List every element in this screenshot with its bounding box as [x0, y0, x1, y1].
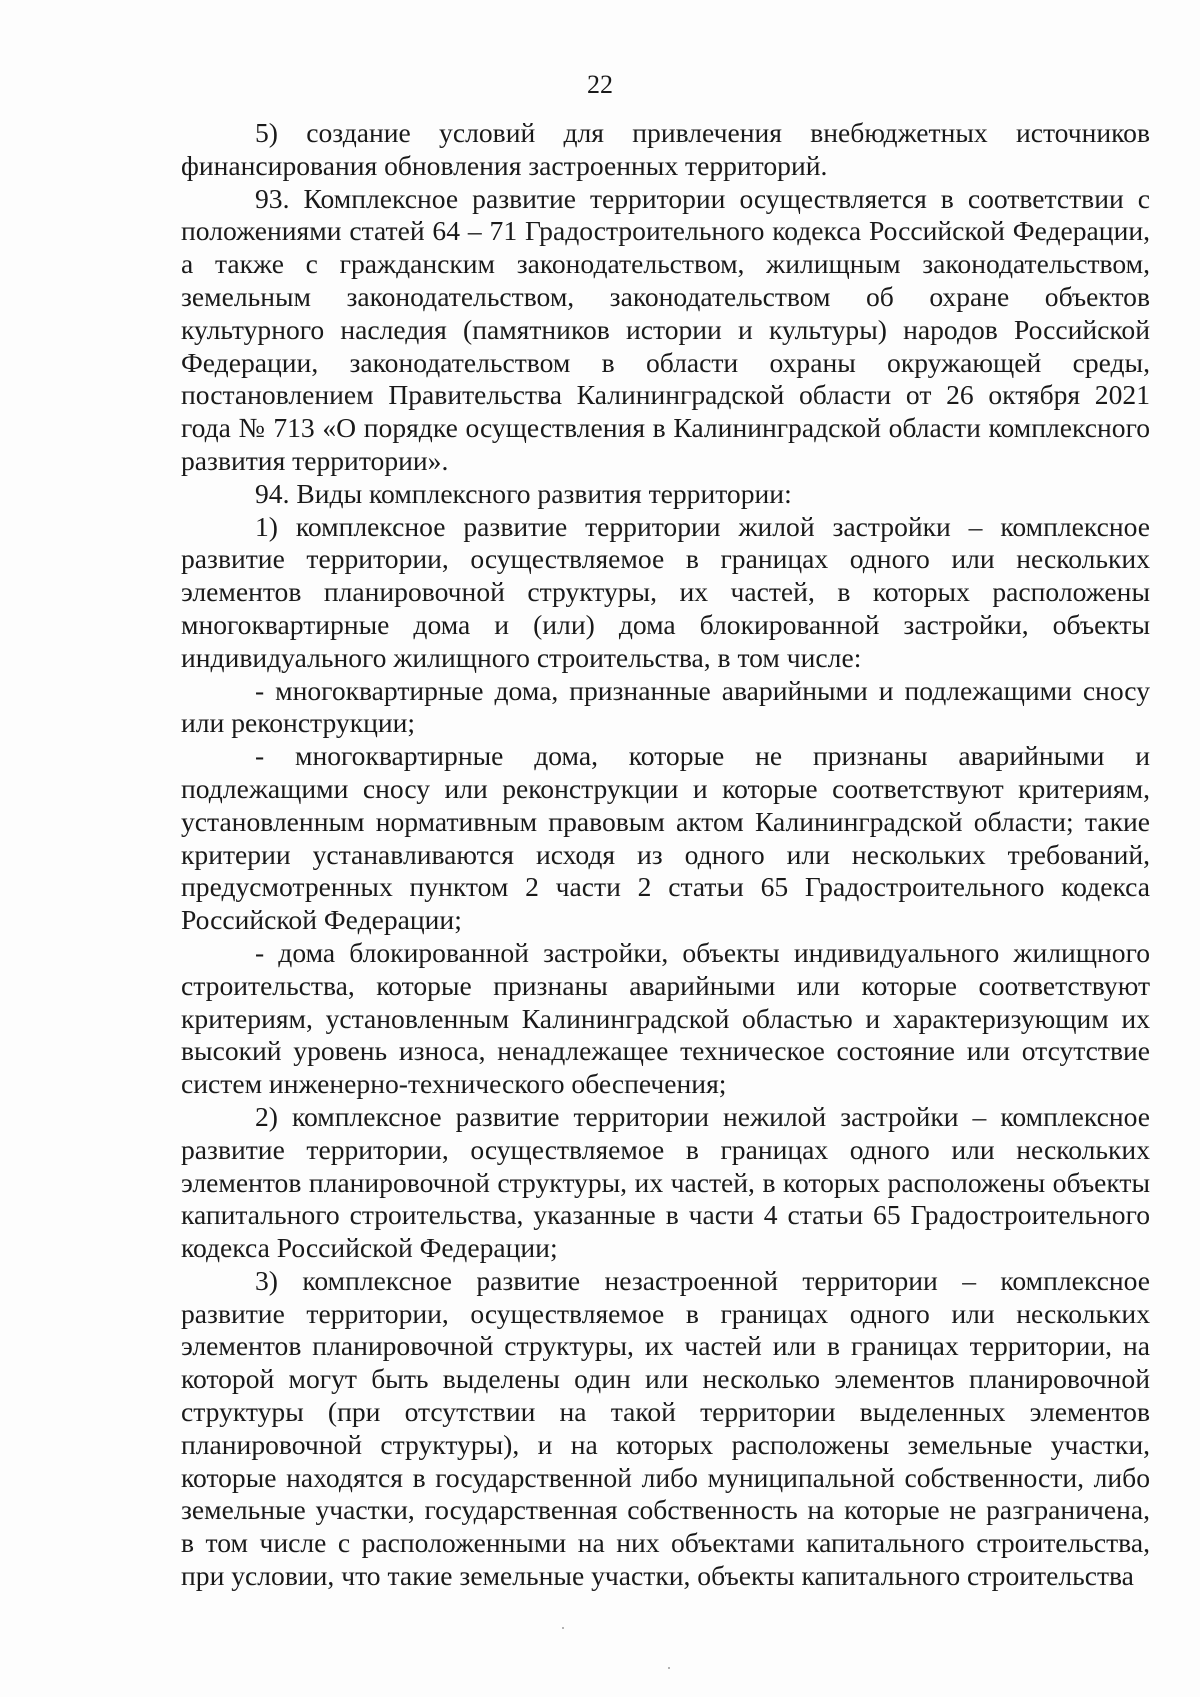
- paragraph-item-3: 3) комплексное развитие незастроенной территории – комплексное развитие территории, осуществляемое в границах одного или нескольких элементов планировочной структуры, их частей или в границах территории, на которой могут быть выделены один или несколько элементов планировочной структуры (при отсутствии на такой территории выделенных элементов планировочной структуры), и на которых расположены земельные участки, которые находятся в государственной либо муниципальной собственности, либо земельные участки, государственная собственность на которые не разграничена, в том числе с расположенными на них объектами капитального строительства, при условии, что такие земельные участки, объекты капитального строительства: [181, 1264, 1150, 1592]
- paragraph-93: 93. Комплексное развитие территории осуществляется в соответствии с положениями статей 64 – 71 Градостроительного кодекса Российской Федерации, а также с гражданским законодательством, жилищным законодательством, земельным законодательством, законодательством об охране объектов культурного наследия (памятников истории и культуры) народов Российской Федерации, законодательством в области охраны окружающей среды, постановлением Правительства Калининградской области от 26 октября 2021 года № 713 «О порядке осуществления в Калининградской области комплексного развития территории».: [181, 182, 1150, 476]
- paragraph-item-2: 2) комплексное развитие территории нежилой застройки – комплексное развитие территории, осуществляемое в границах одного или нескольких элементов планировочной структуры, их частей, в которых расположены объекты капитального строительства, указанные в части 4 статьи 65 Градостроительного кодекса Российской Федерации;: [181, 1100, 1150, 1264]
- list-item-emergency-apartment-buildings: - многоквартирные дома, признанные аварийными и подлежащими сносу или реконструкции;: [181, 674, 1150, 739]
- scan-speck: [668, 1667, 670, 1669]
- paragraph-item-5: 5) создание условий для привлечения внебюджетных источников финансирования обновления застроенных территорий.: [181, 117, 1150, 181]
- paragraph-item-1: 1) комплексное развитие территории жилой застройки – комплексное развитие территории, осуществляемое в границах одного или нескольких элементов планировочной структуры, их частей, в которых расположены многоквартирные дома и (или) дома блокированной застройки, объекты индивидуального жилищного строительства, в том числе:: [181, 510, 1150, 673]
- paragraph-94-heading: 94. Виды комплексного развития территории:: [255, 477, 792, 509]
- document-body: [181, 117, 1150, 1593]
- list-item-blocked-houses: - дома блокированной застройки, объекты индивидуального жилищного строительства, которые признаны аварийными или которые соответствуют критериям, установленным Калининградской областью и характеризующим их высокий уровень износа, ненадлежащее техническое состояние или отсутствие систем инженерно-технического обеспечения;: [181, 936, 1150, 1100]
- scan-speck: [562, 1627, 564, 1629]
- page-number: 22: [587, 70, 613, 99]
- list-item-non-emergency-apartment-buildings: - многоквартирные дома, которые не признаны аварийными и подлежащими сносу или реконструкции и которые соответствуют критериям, установленным нормативным правовым актом Калининградской области; такие критерии устанавливаются исходя из одного или нескольких требований, предусмотренных пунктом 2 части 2 статьи 65 Градостроительного кодекса Российской Федерации;: [181, 740, 1150, 936]
